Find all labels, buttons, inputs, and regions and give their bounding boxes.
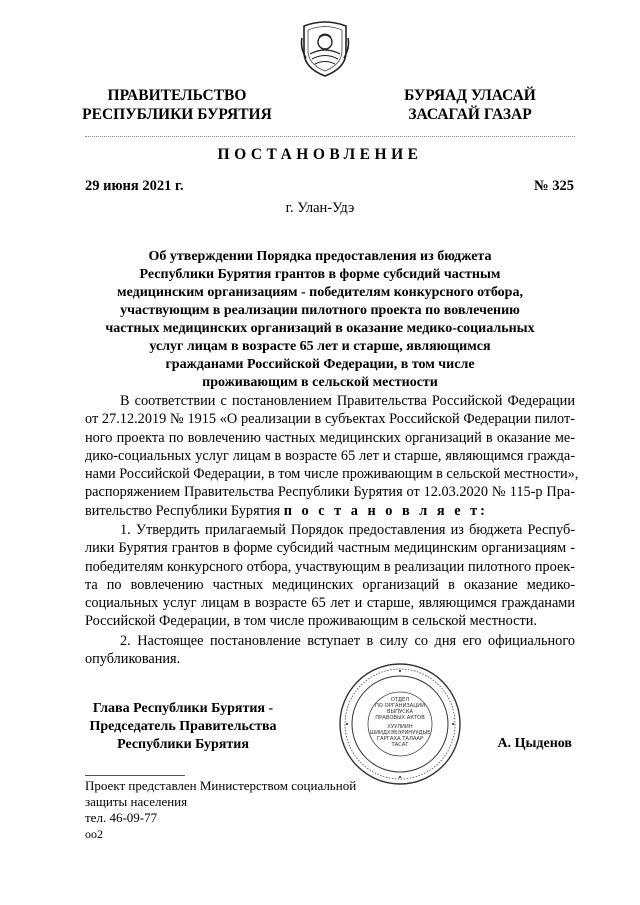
header-right-line: БУРЯАД УЛАСАЙ xyxy=(404,87,536,104)
document-number: № 325 xyxy=(534,178,574,194)
svg-text:ТАСАГ: ТАСАГ xyxy=(391,742,409,748)
footnote-line: Проект представлен Министерством социальной xyxy=(85,778,357,793)
title-line: частных медицинских организаций в оказание медико-социальных xyxy=(105,321,535,336)
svg-text:ПО ОРГАНИЗАЦИИ: ПО ОРГАНИЗАЦИИ xyxy=(374,703,426,709)
title-line: проживающим в сельской местности xyxy=(202,375,438,390)
item-line: лики Бурятия грантов в форме субсидий частным медицинским организациям - xyxy=(85,540,575,557)
header-left-line: РЕСПУБЛИКИ БУРЯТИЯ xyxy=(82,106,272,123)
title-line: Об утверждении Порядка предоставления из бюджета xyxy=(148,249,492,264)
signatory-name: А. Цыденов xyxy=(497,736,572,751)
signatory-position xyxy=(85,700,281,754)
svg-text:ГАРГАХА ТАЛААР: ГАРГАХА ТАЛААР xyxy=(376,736,424,742)
preamble-line: вительство Республики Бурятия xyxy=(85,502,281,519)
preamble-line: ного проекта по вовлечению частных медицинских организаций в оказание ме- xyxy=(85,429,575,446)
government-name-bur xyxy=(370,86,570,124)
title-line: услуг лицам в возрасте 65 лет и старше, являющимся xyxy=(149,339,491,354)
position-line: Председатель Правительства xyxy=(89,719,277,734)
header-divider xyxy=(85,136,575,137)
item-1-paragraph xyxy=(85,521,575,631)
svg-text:ПРАВОВЫХ АКТОВ: ПРАВОВЫХ АКТОВ xyxy=(375,715,425,721)
decree-word: п о с т а н о в л я е т: xyxy=(283,502,488,519)
title-line: участвующим в реализации пилотного проекта по вовлечению xyxy=(120,303,520,318)
svg-text:ХУУЛИИН: ХУУЛИИН xyxy=(387,724,413,730)
document-title xyxy=(90,248,550,392)
coat-of-arms-icon xyxy=(300,18,350,78)
title-line: медицинским организациям - победителям конкурсного отбора, xyxy=(117,285,523,300)
header-left-line: ПРАВИТЕЛЬСТВО xyxy=(107,87,247,104)
item-line: 1. Утвердить прилагаемый Порядок предоставления из бюджета Респуб- xyxy=(120,522,575,538)
position-line: Глава Республики Бурятия - xyxy=(92,701,274,716)
item-2-paragraph xyxy=(85,632,575,669)
item-line: Российской Федерации, в том числе проживающим в сельской местности. xyxy=(85,613,537,630)
svg-text:ОТДЕЛ: ОТДЕЛ xyxy=(390,697,410,703)
document-date: 29 июня 2021 г. xyxy=(85,178,184,194)
footnote xyxy=(85,778,356,826)
svg-text:ВЫПУСКА: ВЫПУСКА xyxy=(386,709,414,715)
preamble-line: от 27.12.2019 № 1915 «О реализации в субъектах Российской Федерации пилот- xyxy=(85,411,575,428)
item-line: 2. Настоящее постановление вступает в силу со дня его официального xyxy=(120,633,575,649)
item-line: та по вовлечению частных медицинских организаций в оказание медико- xyxy=(85,576,575,593)
footnote-divider xyxy=(85,775,185,776)
header-right-line: ЗАСАГАЙ ГАЗАР xyxy=(408,106,532,123)
position-line: Республики Бурятия xyxy=(117,737,249,752)
title-line: гражданами Российской Федерации, в том числе xyxy=(165,357,475,372)
preamble-line: дико-социальных услуг лицам в возрасте 65 лет и старше, являющимся гражда- xyxy=(85,447,575,464)
document-type: ПОСТАНОВЛЕНИЕ xyxy=(217,146,423,163)
government-name-ru xyxy=(72,86,282,124)
official-seal-icon xyxy=(338,662,462,786)
footnote-line: защиты населения xyxy=(85,794,188,809)
document-code: оо2 xyxy=(85,827,103,841)
preamble-line: В соответствии с постановлением Правительства Российской Федерации xyxy=(120,393,575,409)
preamble-last-line xyxy=(85,502,575,520)
preamble-line: распоряжением Правительства Республики Бурятия от 12.03.2020 № 115-р Пра- xyxy=(85,484,575,501)
title-line: Республики Бурятия грантов в форме субсидий частным xyxy=(139,267,501,282)
item-line: опубликования. xyxy=(85,651,181,668)
preamble-paragraph xyxy=(85,392,579,520)
item-line: социальных услуг лицам в возрасте 65 лет и старше, являющимся гражданами xyxy=(85,595,575,612)
preamble-line: нами Российской Федерации, в том числе проживающим в сельской местности», xyxy=(85,466,579,483)
svg-text:ШИИДХЭБЭРИНУУДЫЕ: ШИИДХЭБЭРИНУУДЫЕ xyxy=(369,730,431,736)
footnote-line: тел. 46-09-77 xyxy=(85,810,158,825)
item-line: победителям конкурсного отбора, участвующим в реализации пилотного проек- xyxy=(85,558,575,575)
document-city: г. Улан-Удэ xyxy=(285,200,355,216)
